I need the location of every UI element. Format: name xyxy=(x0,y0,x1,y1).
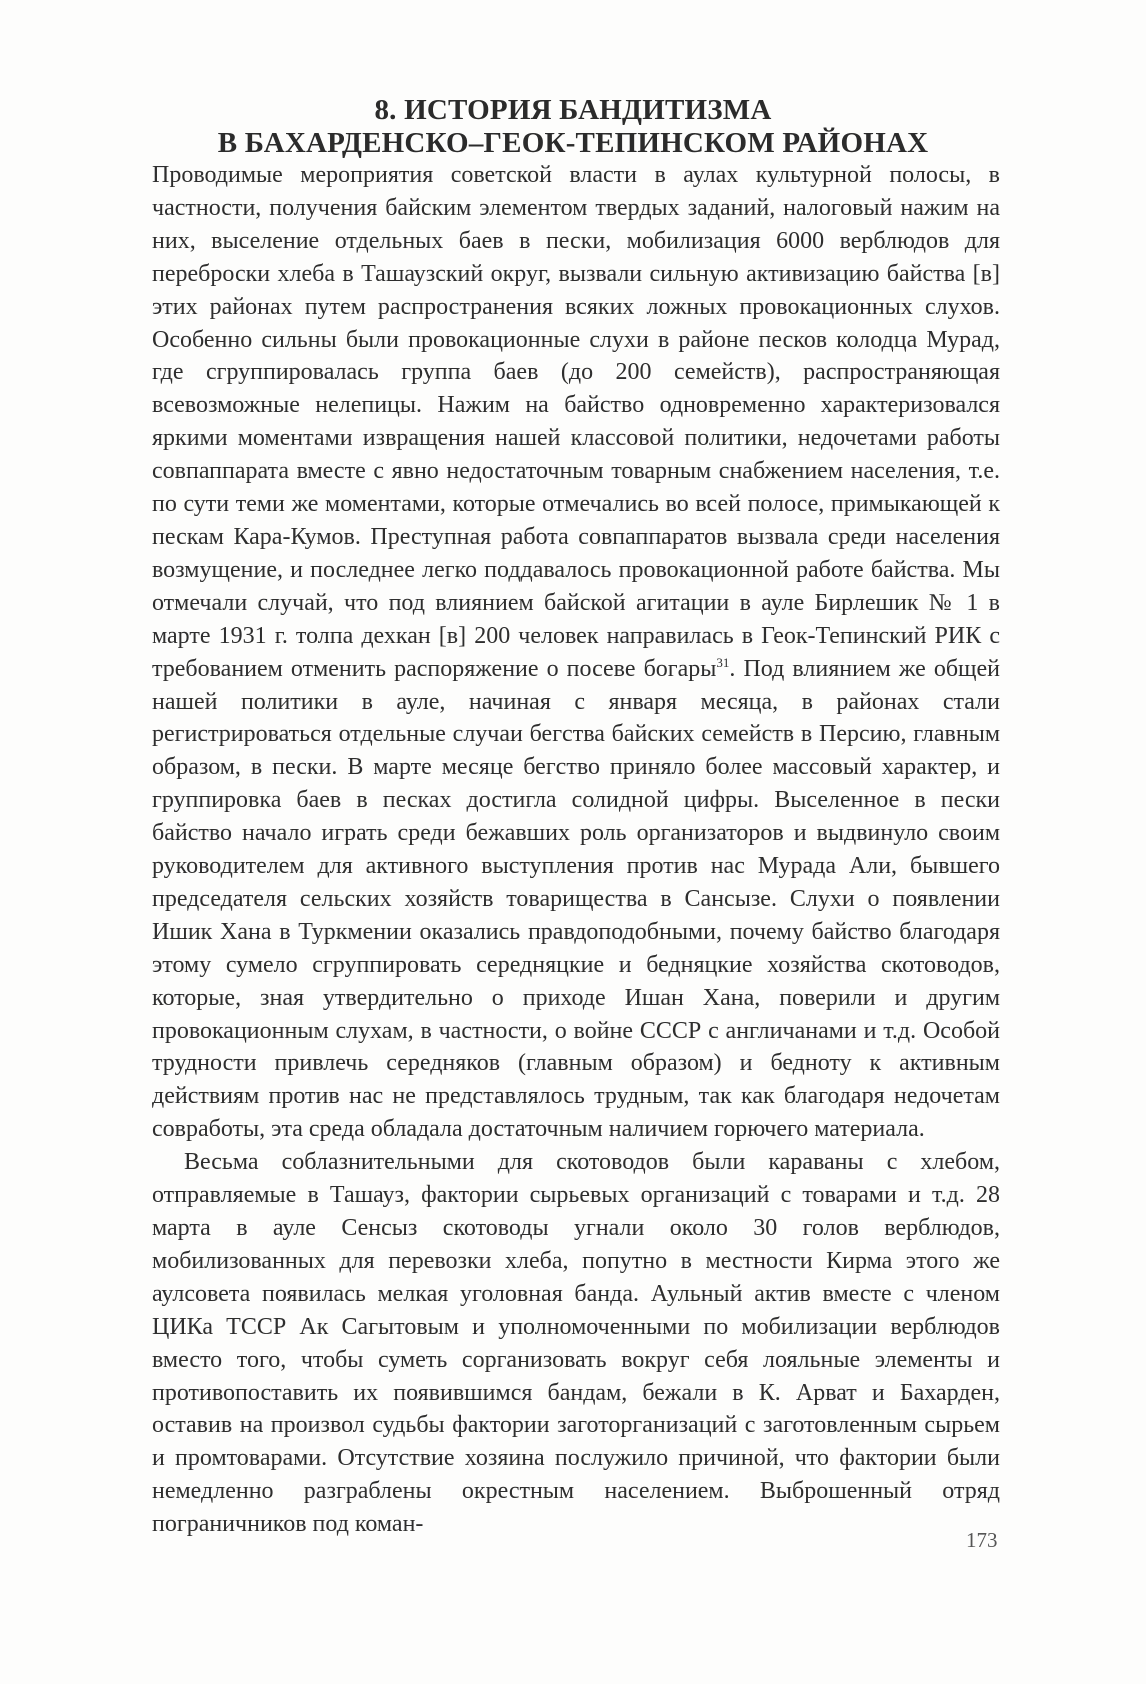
paragraph-1-part-a: Проводимые мероприятия советской власти в аулах культурной полосы, в частности, получения байским элементом твердых заданий, налоговый нажим на них, выселение отдельных баев в пески, мобилизация 6000 верблюдов для переброски хлеба в Ташаузский округ, вызвали сильную активизацию байства [в] этих районах путем распространения всяких ложных провокационных слухов. Особенно сильны были провокационные слухи в районе песков колодца Мурад, где сгруппировалась группа баев (до 200 семейств), распространяющая всевозможные нелепицы. Нажим на байство одновременно характеризовался яркими моментами извращения нашей классовой политики, недочетами работы совпаппарата вместе с явно недостаточным товарным снабжением населения, т.е. по сути теми же моментами, которые отмечались во всей полосе, примыкающей к пескам Кара-Кумов. Преступная работа совпаппаратов вызвала среди населения возмущение, и последнее легко поддавалось провокационной работе байства. Мы отмечали случай, что под влиянием байской агитации в ауле Бирлешик № 1 в марте 1931 г. толпа дехкан [в] 200 человек направилась в Геок-Тепинский РИК с требованием отменить распоряжение о посеве богары xyxy=(152,162,1000,682)
paragraph-1 xyxy=(152,159,1000,1146)
chapter-title-line-1: 8. ИСТОРИЯ БАНДИТИЗМА xyxy=(374,94,772,126)
paragraph-1-part-b: . Под влиянием же общей нашей политики в ауле, начиная с января месяца, в районах стали регистрироваться отдельные случаи бегства байских семейств в Персию, главным образом, в пески. В марте месяце бегство приняло более массовый характер, и группировка баев в песках достигла солидной цифры. Выселенное в пески байство начало играть среди бежавших роль организаторов и выдвинуло своим руководителем для активного выступления против нас Мурада Али, бывшего председателя сельских хозяйств товарищества в Сансызе. Слухи о появлении Ишик Хана в Туркмении оказались правдоподобными, почему байство благодаря этому сумело сгруппировать середняцкие и бедняцкие хозяйства скотоводов, которые, зная утвердительно о приходе Ишан Хана, поверили и другим провокационным слухам, в частности, о войне СССР с англичанами и т.д. Особой трудности привлечь середняков (главным образом) и бедноту к активным действиям против нас не представлялось трудным, так как благодаря недочетам совработы, эта среда обладала достаточным наличием горючего материала. xyxy=(152,655,1001,1143)
paragraph-2: Весьма соблазнительными для скотоводов были караваны с хлебом, отправляемые в Ташауз, фактории сырьевых организаций с товарами и т.д. 28 марта в ауле Сенсыз скотоводы угнали около 30 голов верблюдов, мобилизованных для перевозки хлеба, попутно в местности Кирма этого же аулсовета появилась мелкая уголовная банда. Аульный актив вместе с членом ЦИКа ТССР Ак Сагытовым и уполномоченными по мобилизации верблюдов вместо того, чтобы суметь сорганизовать вокруг себя лояльные элементы и противопоставить их появившимся бандам, бежали в К. Арват и Бахарден, оставив на произвол судьбы фактории заготорганизаций с заготовленным сырьем и промтоварами. Отсутствие хозяина послужило причиной, что фактории были немедленно разграблены окрестным населением. Выброшенный отряд пограничников под коман- xyxy=(152,1149,1000,1538)
footnote-reference[interactable]: 31 xyxy=(716,654,730,670)
body-text xyxy=(152,159,1000,1541)
page-number: 173 xyxy=(966,1528,998,1552)
chapter-title-line-2: В БАХАРДЕНСКО–ГЕОК-ТЕПИНСКОМ РАЙОНАХ xyxy=(217,127,929,159)
